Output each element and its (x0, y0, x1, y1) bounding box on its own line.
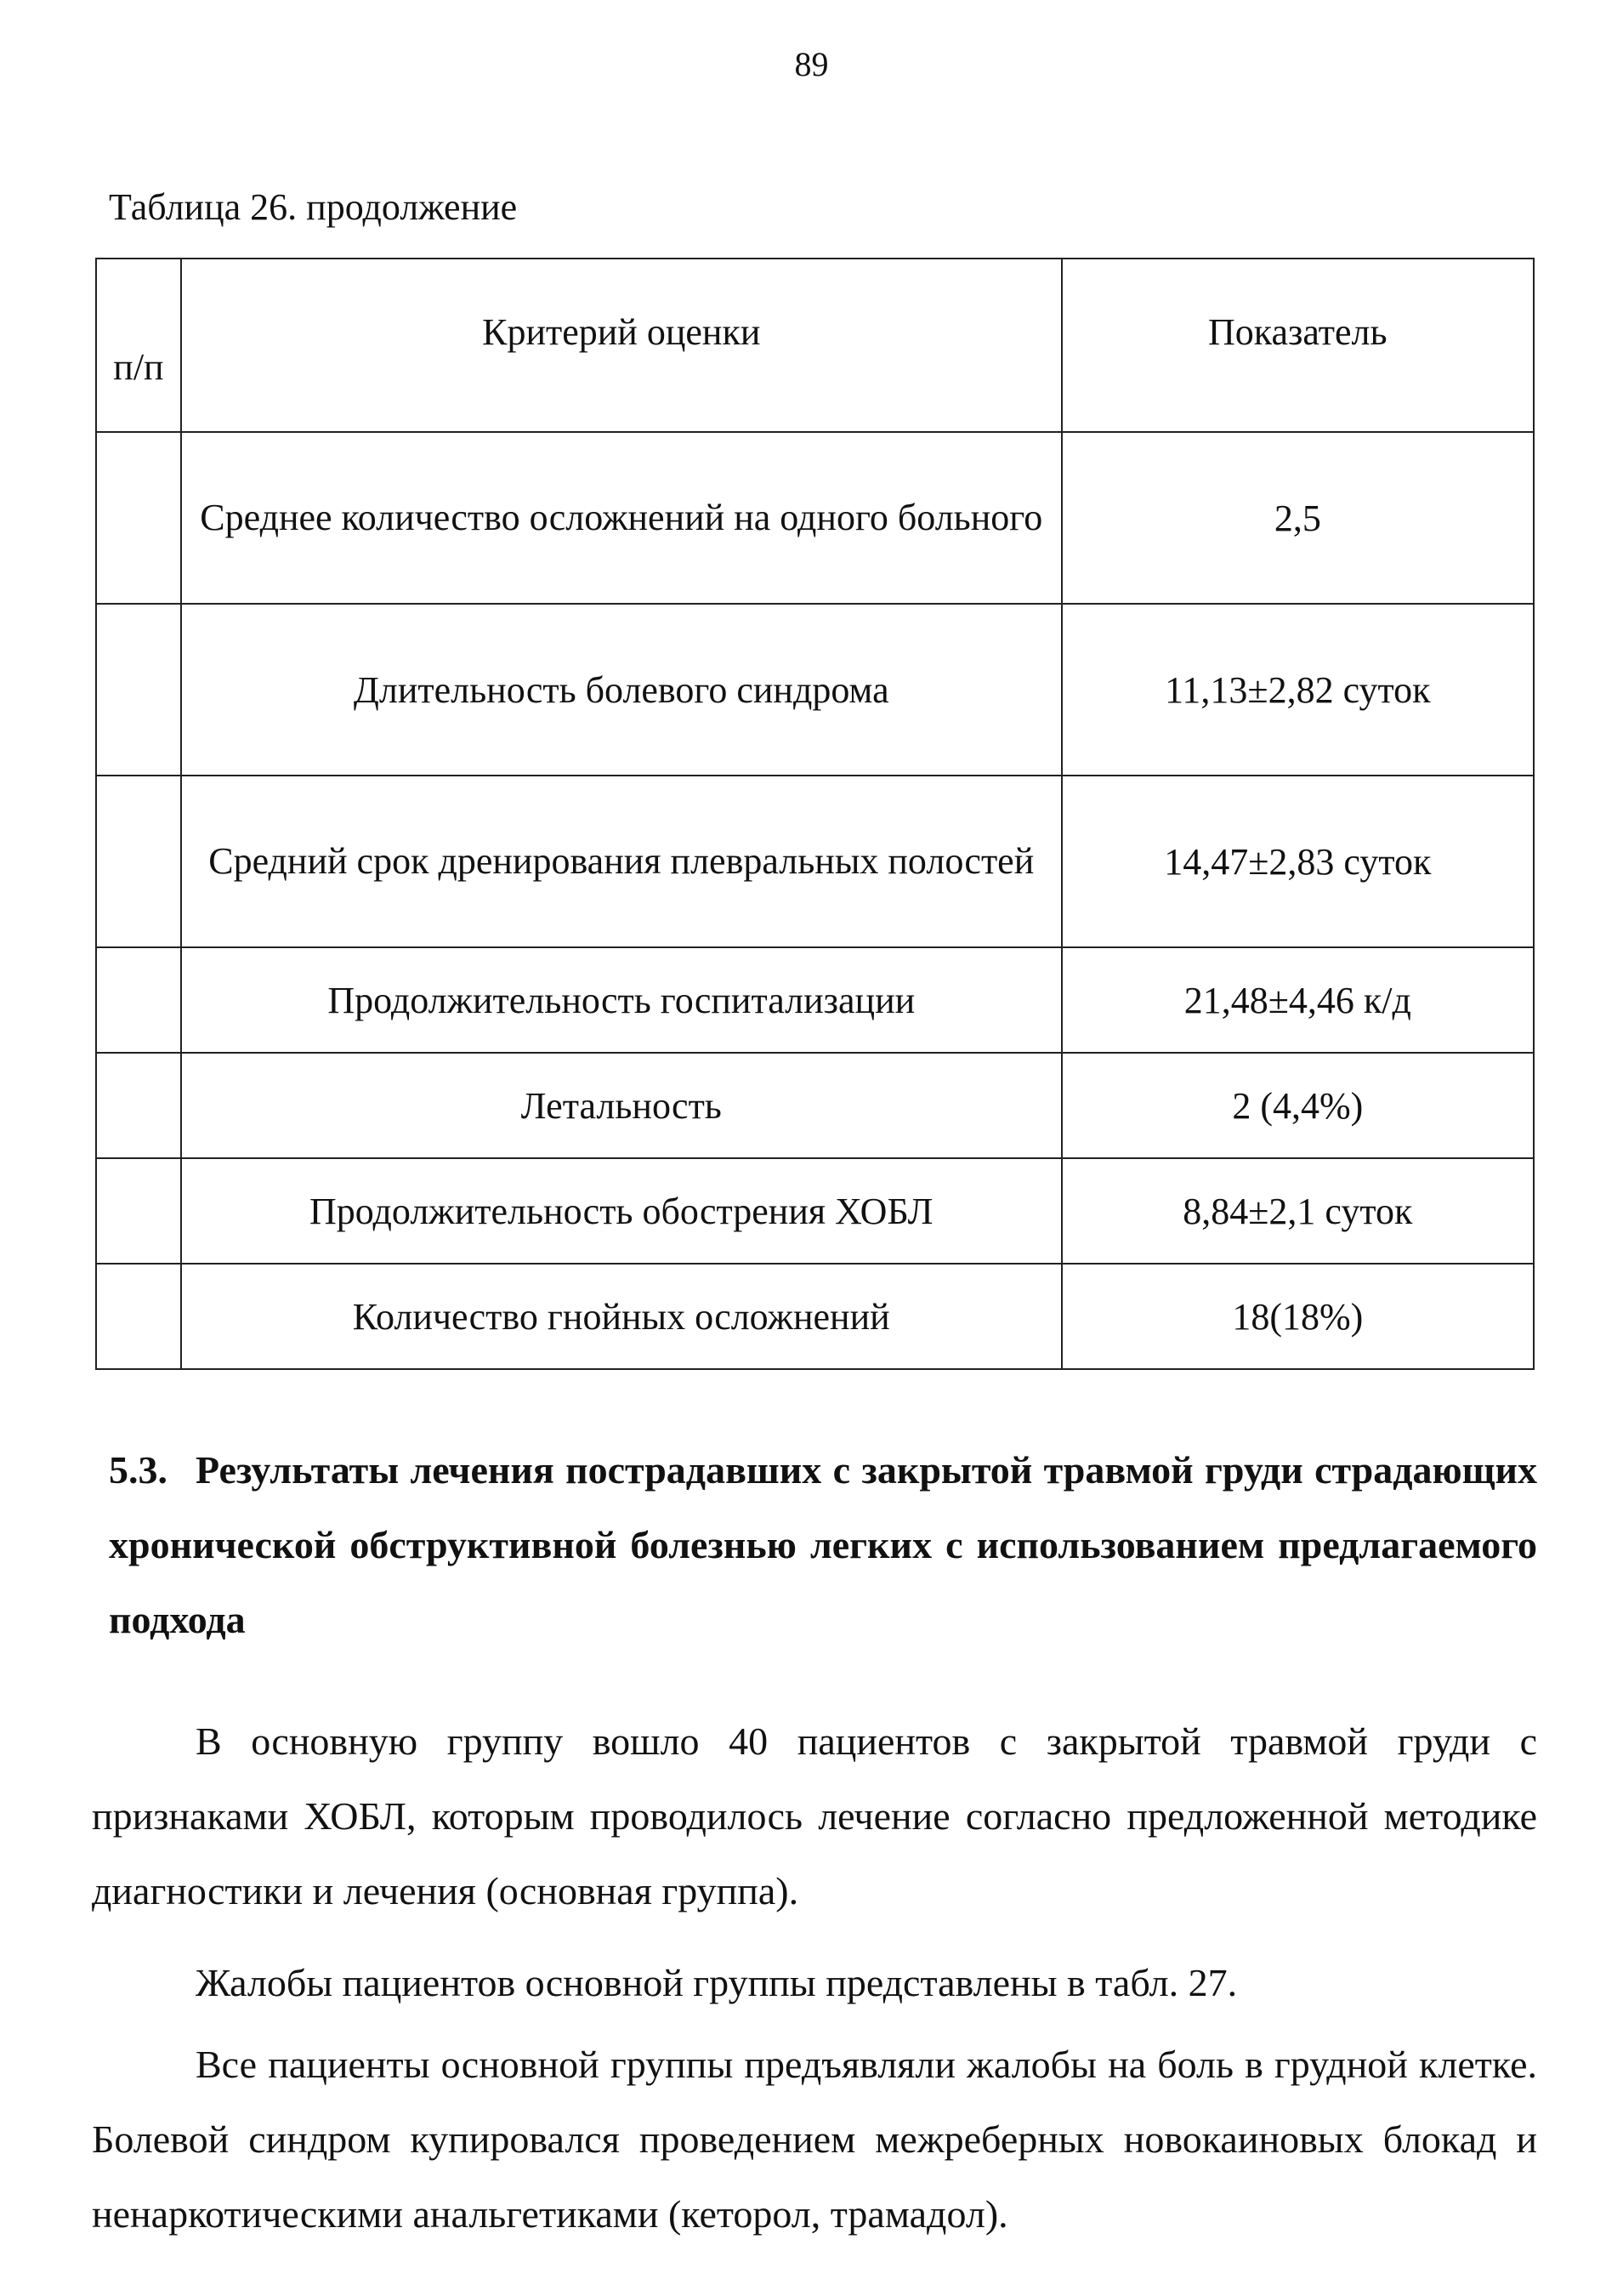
row-criterion: Количество гнойных осложнений (181, 1264, 1062, 1369)
table-row (96, 776, 1534, 947)
row-num (96, 947, 181, 1053)
row-criterion: Летальность (181, 1053, 1062, 1158)
row-num (96, 1264, 181, 1369)
row-criterion: Продолжительность госпитализации (181, 947, 1062, 1053)
row-criterion: Средний срок дренирования плевральных полостей (181, 776, 1062, 947)
row-value: 21,48±4,46 к/д (1062, 947, 1534, 1053)
header-value: Показатель (1062, 259, 1534, 432)
paragraph: В основную группу вошло 40 пациентов с закрытой травмой груди с признаками ХОБЛ, которым проводилось лечение согласно предложенной методике диагностики и лечения (основная группа). (92, 1719, 1537, 1912)
table-row (96, 1264, 1534, 1369)
table-row (96, 604, 1534, 776)
table-row (96, 947, 1534, 1053)
table-row (96, 1158, 1534, 1264)
paragraph: Жалобы пациентов основной группы представлены в табл. 27. (196, 1961, 1238, 2004)
row-value: 2 (4,4%) (1062, 1053, 1534, 1158)
header-criterion: Критерий оценки (181, 259, 1062, 432)
header-num: п/п (96, 259, 181, 432)
table-row (96, 1053, 1534, 1158)
row-num (96, 776, 181, 947)
section-number: 5.3. (109, 1448, 167, 1492)
row-criterion: Продолжительность обострения ХОБЛ (181, 1158, 1062, 1264)
row-value: 8,84±2,1 суток (1062, 1158, 1534, 1264)
table-caption: Таблица 26. продолжение (109, 186, 518, 228)
page-number: 89 (794, 45, 829, 83)
row-value: 18(18%) (1062, 1264, 1534, 1369)
row-value: 2,5 (1062, 432, 1534, 604)
row-criterion: Длительность болевого синдрома (181, 604, 1062, 776)
row-value: 11,13±2,82 суток (1062, 604, 1534, 776)
row-num (96, 1158, 181, 1264)
table-row (96, 432, 1534, 604)
row-num (96, 432, 181, 604)
section-title: Результаты лечения пострадавших с закрытой травмой груди страдающих хронической обструктивной болезнью легких с использованием предлагаемого подхода (109, 1448, 1537, 1641)
section-heading (109, 1433, 1537, 1657)
paragraph: Все пациенты основной группы предъявляли жалобы на боль в грудной клетке. Болевой синдром купировался проведением межреберных новокаиновых блокад и ненаркотическими анальгетиками (кеторол, трамадол). (92, 2043, 1537, 2236)
row-value: 14,47±2,83 суток (1062, 776, 1534, 947)
row-criterion: Среднее количество осложнений на одного больного (181, 432, 1062, 604)
results-table (95, 258, 1535, 1370)
row-num (96, 604, 181, 776)
table-header-row (96, 259, 1534, 432)
row-num (96, 1053, 181, 1158)
